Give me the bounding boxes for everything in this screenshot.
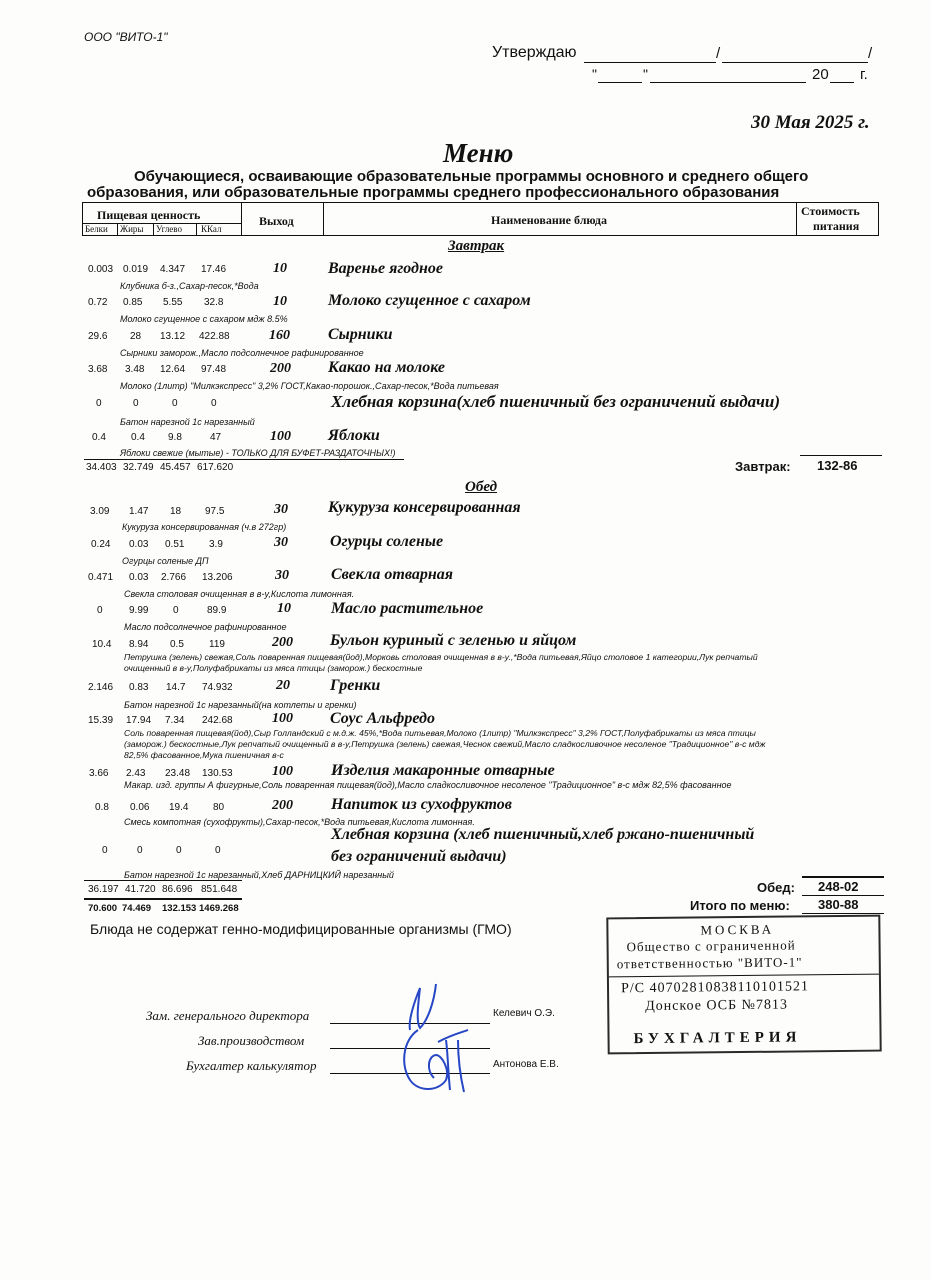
proteins-value: 0 [102, 845, 108, 856]
stamp-line: ответственностью "ВИТО-1" [616, 954, 803, 972]
ingredients: Смесь компотная (сухофрукты),Сахар-песок,*Вода питьевая,Кислота лимонная. [124, 817, 475, 827]
fats-value: 0 [137, 845, 143, 856]
signature-person: Келевич О.Э. [493, 1008, 555, 1019]
fats-value: 0.83 [129, 682, 149, 693]
stamp-divider [609, 974, 879, 978]
kcal-value: 80 [213, 802, 225, 813]
fats-value: 0 [133, 398, 139, 409]
table-header [82, 202, 879, 236]
carbs-value: 9.8 [168, 432, 182, 443]
proteins-value: 0 [97, 605, 103, 616]
kcal-value: 97.48 [201, 364, 227, 375]
fats-value: 1.47 [129, 506, 149, 517]
grand-fats: 74.469 [122, 903, 152, 914]
yield-value: 30 [274, 502, 288, 517]
approve-line-2 [722, 62, 868, 63]
kcal-value: 422.88 [199, 331, 230, 342]
carbs-value: 13.12 [160, 331, 186, 342]
total-kcal: 617.620 [197, 462, 234, 473]
total-carbs: 86.696 [162, 884, 193, 895]
stamp-bank: Донское ОСБ №7813 [645, 997, 789, 1015]
carbs-value: 18 [170, 506, 182, 517]
ingredients: Батон нарезной 1с нарезанный(на котлеты и гренки) [124, 700, 357, 710]
proteins-value: 0.4 [92, 432, 106, 443]
kcal-value: 47 [210, 432, 222, 443]
grand-kcal: 1469.268 [199, 903, 239, 914]
carbs-value: 0 [172, 398, 178, 409]
total-fats: 32.749 [123, 462, 154, 473]
fats-value: 17.94 [126, 715, 152, 726]
dish-name: Хлебная корзина (хлеб пшеничный,хлеб ржано-пшеничный [331, 826, 755, 843]
yield-value: 100 [270, 429, 291, 444]
signature-role: Бухгалтер калькулятор [186, 1058, 317, 1073]
carbs-value: 14.7 [166, 682, 186, 693]
kcal-value: 119 [209, 639, 225, 650]
carbs-value: 7.34 [165, 715, 185, 726]
approve-sep-1: / [716, 45, 721, 62]
header-divider [796, 203, 797, 235]
ingredients: Молоко сгущенное с сахаром мдж 8.5% [120, 314, 288, 324]
total-carbs: 45.457 [160, 462, 191, 473]
section-title-lunch: Обед [465, 479, 498, 495]
kcal-value: 13.206 [202, 572, 233, 583]
fats-value: 2.43 [126, 768, 146, 779]
ingredients: Клубника б-з.,Сахар-песок,*Вода [120, 281, 259, 291]
approve-sep-2: / [868, 45, 873, 62]
yield-value: 200 [272, 635, 293, 650]
ingredients: Молоко (1литр) "Милкэкспресс" 3,2% ГОСТ,Какао-порошок.,Сахар-песок,*Вода питьевая [120, 381, 499, 391]
fats-value: 9.99 [129, 605, 149, 616]
fats-value: 3.48 [125, 364, 145, 375]
header-kcal: ККал [201, 224, 222, 234]
carbs-value: 0 [173, 605, 179, 616]
itogo-label: Итого по меню: [690, 898, 790, 913]
dish-name: Яблоки [328, 427, 380, 444]
stamp-line: Общество с ограниченной [626, 937, 796, 955]
menu-date: 30 Мая 2025 г. [751, 112, 870, 133]
yield-value: 100 [272, 764, 293, 779]
dish-name: Какао на молоке [328, 359, 445, 376]
carbs-value: 0.51 [165, 539, 185, 550]
header-proteins: Белки [85, 224, 108, 234]
proteins-value: 0.471 [88, 572, 114, 583]
kcal-value: 3.9 [209, 539, 223, 550]
proteins-value: 0.72 [88, 297, 108, 308]
total-kcal: 851.648 [201, 884, 238, 895]
ingredients: Яблоки свежие (мытые) - ТОЛЬКО ДЛЯ БУФЕТ-РАЗДАТОЧНЫХ!) [120, 448, 396, 458]
date-year-prefix: 20 [812, 66, 829, 83]
ingredients-continued: (заморож.) бескостные,Лук репчатый очищенный в в-у,Петрушка (зелень) свежая,Чеснок свежий,Масло сладкосливочное несоленое "Традиционное" в-с мдж [124, 739, 766, 749]
fats-value: 28 [130, 331, 142, 342]
lunch-total-line [84, 880, 242, 881]
kcal-value: 89.9 [207, 605, 227, 616]
fats-value: 0.85 [123, 297, 143, 308]
fats-value: 0.4 [131, 432, 145, 443]
ingredients: Петрушка (зелень) свежая,Соль поваренная пищевая(йод),Морковь столовая очищенная в в-у.,*Вода питьевая,Яйцо столовое 1 категории,Лук репчатый [124, 652, 758, 662]
carbs-value: 19.4 [169, 802, 189, 813]
lunch-sum-line [802, 876, 884, 878]
date-day-line [598, 82, 642, 83]
dish-name: Сырники [328, 326, 393, 343]
ingredients: Сырники заморож.,Масло подсолнечное рафинированное [120, 348, 364, 358]
dish-name: Гренки [330, 677, 381, 694]
signature-person: Антонова Е.В. [493, 1059, 559, 1070]
subtitle-line-2: образования, или образовательные программы среднего профессионального образования [87, 184, 780, 201]
gmo-notice: Блюда не содержат генно-модифицированные организмы (ГМО) [90, 921, 512, 937]
page-title: Меню [443, 138, 514, 168]
date-year-suffix: г. [860, 66, 868, 83]
proteins-value: 2.146 [88, 682, 114, 693]
header-dish-name: Наименование блюда [491, 213, 607, 227]
proteins-value: 15.39 [88, 715, 114, 726]
carbs-value: 5.55 [163, 297, 183, 308]
dish-name: Огурцы соленые [330, 533, 444, 550]
dish-name: Напиток из сухофруктов [331, 796, 512, 813]
date-month-line [650, 82, 806, 83]
dish-name: Соус Альфредо [330, 710, 435, 727]
yield-value: 200 [270, 361, 291, 376]
total-proteins: 34.403 [86, 462, 117, 473]
breakfast-sum-label: Завтрак: [735, 459, 791, 474]
proteins-value: 0.8 [95, 802, 109, 813]
kcal-value: 242.68 [202, 715, 233, 726]
section-title-breakfast: Завтрак [448, 238, 505, 254]
carbs-value: 23.48 [165, 768, 191, 779]
kcal-value: 17.46 [201, 264, 227, 275]
header-carbs: Углево [156, 224, 182, 234]
dish-name: Молоко сгущенное с сахаром [328, 292, 531, 309]
stamp [606, 915, 881, 1055]
yield-value: 200 [272, 798, 293, 813]
carbs-value: 4.347 [160, 264, 186, 275]
handwritten-signature [398, 1020, 478, 1100]
header-nutrition: Пищевая ценность [97, 208, 201, 222]
yield-value: 10 [273, 294, 287, 309]
header-divider [153, 223, 154, 235]
dish-name: Варенье ягодное [328, 260, 443, 277]
header-yield: Выход [259, 214, 294, 228]
grand-total-line [84, 898, 242, 900]
proteins-value: 29.6 [88, 331, 108, 342]
kcal-value: 0 [211, 398, 217, 409]
total-fats: 41.720 [125, 884, 156, 895]
yield-value: 10 [273, 261, 287, 276]
ingredients: Масло подсолнечное рафинированное [124, 622, 287, 632]
subtitle-line-1: Обучающиеся, осваивающие образовательные программы основного и среднего общего [134, 168, 809, 185]
signature-role: Зам. генерального директора [146, 1008, 310, 1023]
header-fats: Жиры [120, 224, 144, 234]
lunch-sum-value: 248-02 [818, 879, 859, 894]
ingredients: Кукуруза консервированная (ч.в 272гр) [122, 522, 287, 532]
dish-name: Масло растительное [331, 600, 484, 617]
proteins-value: 3.09 [90, 506, 110, 517]
carbs-value: 0.5 [170, 639, 184, 650]
date-quote-close: " [643, 66, 648, 82]
kcal-value: 0 [215, 845, 221, 856]
proteins-value: 10.4 [92, 639, 112, 650]
header-cost-1: Стоимость [801, 204, 860, 218]
lunch-sum-label: Обед: [757, 880, 795, 895]
dish-name: Свекла отварная [331, 566, 453, 583]
stamp-account: Р/С 40702810838110101521 [620, 979, 810, 997]
approve-label: Утверждаю [492, 44, 577, 61]
carbs-value: 2.766 [161, 572, 187, 583]
dish-name: Хлебная корзина(хлеб пшеничный без ограничений выдачи) [331, 392, 780, 411]
org-name: ООО "ВИТО-1" [84, 30, 168, 44]
proteins-value: 0.003 [88, 264, 114, 275]
dish-name: Изделия макаронные отварные [331, 762, 555, 779]
ingredients: Огурцы соленые ДП [122, 556, 209, 566]
header-divider [196, 223, 197, 235]
ingredients: Макар. изд. группы А фигурные,Соль поваренная пищевая(йод),Масло сладкосливочное несоленое "Традиционное" в-с мдж 82,5% фасованное [124, 780, 732, 790]
stamp-city: МОСКВА [700, 921, 775, 938]
breakfast-sum-value: 132-86 [817, 458, 858, 473]
dish-name: Бульон куриный с зеленью и яйцом [330, 632, 577, 649]
yield-value: 160 [269, 328, 290, 343]
fats-value: 0.06 [130, 802, 150, 813]
ingredients-continued: очищенный в в-у,Полуфабрикаты из мяса птицы (заморож.) бескостные [124, 663, 423, 673]
carbs-value: 0 [176, 845, 182, 856]
proteins-value: 0.24 [91, 539, 111, 550]
yield-value: 100 [272, 711, 293, 726]
header-divider [323, 203, 324, 235]
kcal-value: 74.932 [202, 682, 233, 693]
dish-name: Кукуруза консервированная [328, 499, 521, 516]
yield-value: 10 [277, 601, 291, 616]
header-cost-2: питания [813, 219, 860, 233]
yield-value: 30 [274, 535, 288, 550]
stamp-department: БУХГАЛТЕРИЯ [633, 1029, 802, 1048]
kcal-value: 97.5 [205, 506, 225, 517]
date-quote-open: " [592, 66, 597, 82]
fats-value: 0.019 [123, 264, 149, 275]
yield-value: 20 [276, 678, 290, 693]
date-year-line [830, 82, 854, 83]
header-divider [241, 203, 242, 235]
itogo-value: 380-88 [818, 897, 859, 912]
header-divider [117, 223, 118, 235]
dish-name-continued: без ограничений выдачи) [331, 848, 507, 865]
ingredients: Соль поваренная пищевая(йод),Сыр Голландский с м.д.ж. 45%,*Вода питьевая,Молоко (1литр) "Милкэкспресс" 3,2% ГОСТ,Полуфабрикаты из мяса птицы [124, 728, 756, 738]
fats-value: 0.03 [129, 572, 149, 583]
ingredients: Батон нарезной 1с нарезанный,Хлеб ДАРНИЦКИЙ нарезанный [124, 870, 394, 880]
yield-value: 30 [275, 568, 289, 583]
grand-carbs: 132.153 [162, 903, 197, 914]
breakfast-sum-line [800, 455, 882, 456]
lunch-sum-underline [802, 895, 884, 896]
approve-line-1 [584, 62, 716, 63]
fats-value: 0.03 [129, 539, 149, 550]
carbs-value: 12.64 [160, 364, 186, 375]
proteins-value: 0 [96, 398, 102, 409]
fats-value: 8.94 [129, 639, 149, 650]
proteins-value: 3.66 [89, 768, 109, 779]
ingredients: Батон нарезной 1с нарезанный [120, 417, 255, 427]
kcal-value: 130.53 [202, 768, 233, 779]
kcal-value: 32.8 [204, 297, 224, 308]
ingredients: Свекла столовая очищенная в в-у,Кислота лимонная. [124, 589, 355, 599]
breakfast-total-line [84, 459, 404, 460]
grand-proteins: 70.600 [88, 903, 118, 914]
proteins-value: 3.68 [88, 364, 108, 375]
ingredients-continued: 82,5% фасованное,Мука пшеничная в-с [124, 750, 284, 760]
signature-role: Зав.производством [198, 1033, 305, 1048]
total-proteins: 36.197 [88, 884, 119, 895]
